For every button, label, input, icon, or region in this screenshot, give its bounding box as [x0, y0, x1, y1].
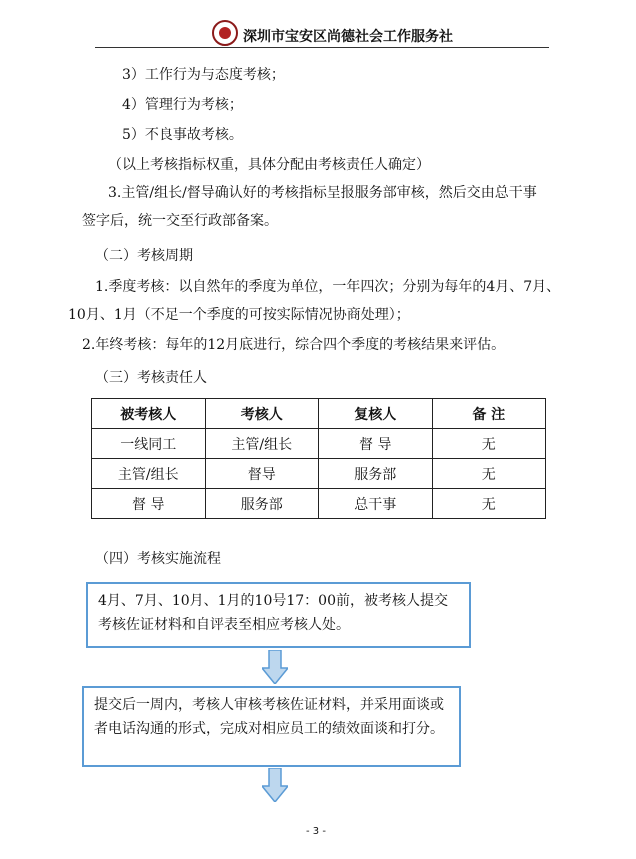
paragraph: 3）工作行为与态度考核；: [122, 67, 285, 83]
section-heading: （四）考核实施流程: [95, 551, 221, 567]
table-row: [92, 489, 546, 519]
table-cell: 无: [432, 489, 546, 519]
paragraph: 2.年终考核：每年的12月底进行，综合四个季度的考核结果来评估。: [82, 337, 506, 353]
table-header-cell: 被考核人: [92, 399, 206, 429]
flow-step-2: 提交后一周内，考核人审核考核佐证材料，并采用面谈或者电话沟通的形式，完成对相应员工的绩效面谈和打分。: [82, 686, 461, 767]
down-arrow-icon: [262, 650, 288, 684]
table-row: [92, 459, 546, 489]
down-arrow-icon: [262, 768, 288, 802]
table-cell: 无: [432, 459, 546, 489]
logo-icon: [212, 20, 238, 46]
table-cell: 服务部: [319, 459, 433, 489]
responsibility-table: [91, 398, 546, 519]
table-cell: 督 导: [92, 489, 206, 519]
table-cell: 服务部: [205, 489, 319, 519]
table-cell: 总干事: [319, 489, 433, 519]
table-cell: 督导: [205, 459, 319, 489]
table-header-row: [92, 399, 546, 429]
paragraph: 3.主管/组长/督导确认好的考核指标呈报服务部审核，然后交由总干事: [108, 185, 537, 201]
paragraph: 4）管理行为考核；: [122, 97, 243, 113]
table-cell: 主管/组长: [205, 429, 319, 459]
paragraph: 1.季度考核：以自然年的季度为单位，一年四次；分别为每年的4月、7月、: [95, 279, 561, 295]
page-number: - 3 -: [306, 826, 326, 837]
table-cell: 主管/组长: [92, 459, 206, 489]
paragraph: 5）不良事故考核。: [122, 127, 243, 143]
section-heading: （三）考核责任人: [95, 370, 207, 386]
table-cell: 一线同工: [92, 429, 206, 459]
paragraph: 签字后，统一交至行政部备案。: [82, 213, 278, 229]
table-header-cell: 复核人: [319, 399, 433, 429]
flow-step-1: 4月、7月、10月、1月的10号17：00前，被考核人提交考核佐证材料和自评表至相应考核人处。: [86, 582, 471, 648]
section-heading: （二）考核周期: [95, 248, 193, 264]
header-title: 深圳市宝安区尚德社会工作服务社: [243, 29, 453, 45]
table-header-cell: 考核人: [205, 399, 319, 429]
header-divider: [95, 47, 549, 48]
paragraph: 10月、1月（不足一个季度的可按实际情况协商处理）；: [68, 307, 410, 323]
table-header-cell: 备 注: [432, 399, 546, 429]
table-row: [92, 429, 546, 459]
paragraph: （以上考核指标权重，具体分配由考核责任人确定）: [108, 157, 430, 173]
table-cell: 无: [432, 429, 546, 459]
table-cell: 督 导: [319, 429, 433, 459]
